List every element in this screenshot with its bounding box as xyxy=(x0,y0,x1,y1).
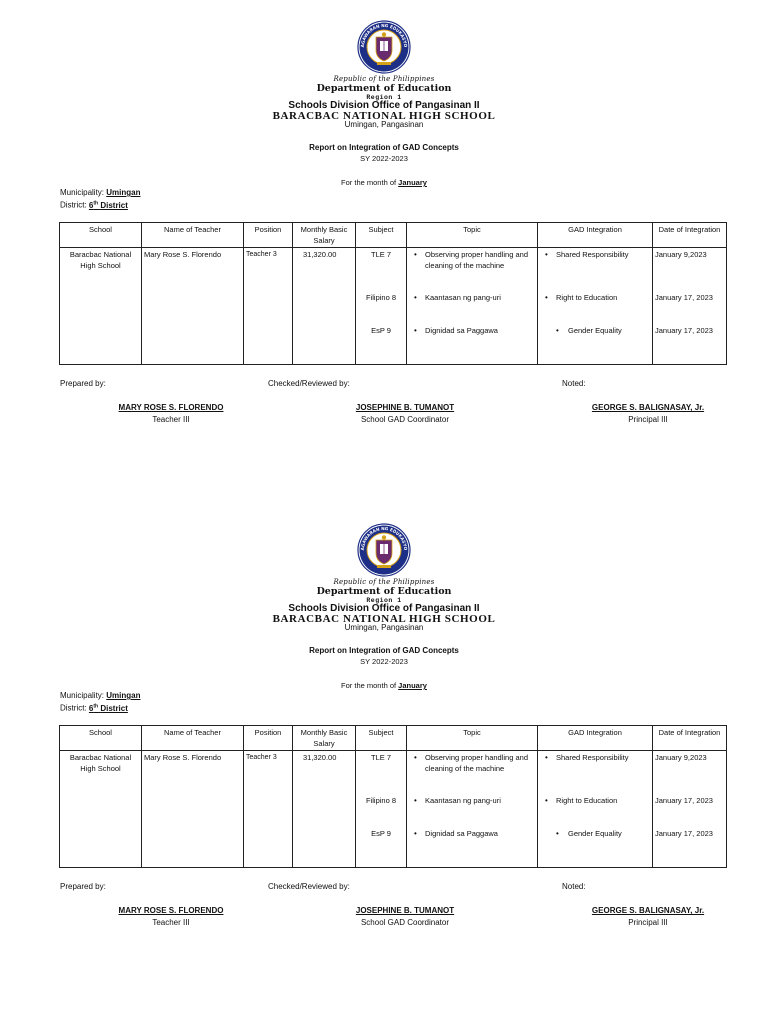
header-school: BARACBAC NATIONAL HIGH SCHOOL xyxy=(272,110,496,122)
report-school-year: SY 2022-2023 xyxy=(360,154,408,163)
cell-topics xyxy=(407,248,538,365)
checked-by-label: Checked/Reviewed by: xyxy=(268,379,350,388)
col-header-subject: Subject xyxy=(356,726,407,751)
header-region: Region 1 xyxy=(366,94,402,101)
municipality-label: Municipality: xyxy=(60,691,105,700)
noted-by-position: Principal III xyxy=(628,415,668,424)
subject-entry: Filipino 8 xyxy=(365,796,396,805)
district-suffix: th xyxy=(93,200,99,206)
topic-entry: • Observing proper handling and cleaning of the machine xyxy=(409,752,535,795)
header-department: Department of Education xyxy=(316,586,452,597)
report-copy-1 xyxy=(0,14,768,504)
cell-teacher: Mary Rose S. Florendo xyxy=(142,248,244,365)
report-month-line xyxy=(0,681,768,690)
municipality-line xyxy=(60,691,140,700)
cell-subjects xyxy=(356,248,407,365)
month-value: January xyxy=(398,178,427,187)
gad-entry: • Right to Education xyxy=(540,795,650,828)
report-title: Report on Integration of GAD Concepts xyxy=(309,143,459,152)
header-school: BARACBAC NATIONAL HIGH SCHOOL xyxy=(272,613,496,625)
cell-position: Teacher 3 xyxy=(244,751,293,868)
cell-gad xyxy=(538,248,653,365)
report-copy-2 xyxy=(0,517,768,1007)
col-header-subject: Subject xyxy=(356,223,407,248)
topic-entry: • Kaantasan ng pang-uri xyxy=(409,795,535,828)
checked-by-position: School GAD Coordinator xyxy=(360,415,450,424)
table-row xyxy=(60,248,727,365)
checked-by-name: JOSEPHINE B. TUMANOT xyxy=(355,403,455,412)
header-division: Schools Division Office of Pangasinan II xyxy=(288,100,480,111)
cell-school: Baracbac National High School xyxy=(60,248,142,365)
district-label: District: xyxy=(60,200,87,210)
district-word: District xyxy=(100,703,128,713)
header-department: Department of Education xyxy=(316,83,452,94)
col-header-position: Position xyxy=(244,223,293,248)
municipality-line xyxy=(60,188,140,197)
table-header-row xyxy=(60,223,727,248)
col-header-school: School xyxy=(60,223,142,248)
col-header-salary: Monthly Basic Salary xyxy=(293,223,356,248)
date-entry: January 17, 2023 xyxy=(655,293,713,302)
gad-entry: • Gender Equality xyxy=(540,325,650,336)
col-header-topic: Topic xyxy=(407,726,538,751)
district-value xyxy=(89,201,128,210)
col-header-school: School xyxy=(60,726,142,751)
district-suffix: th xyxy=(93,703,99,709)
district-line xyxy=(60,703,128,713)
subject-entry: TLE 7 xyxy=(370,753,391,762)
topic-entry: • Observing proper handling and cleaning of the machine xyxy=(409,249,535,292)
cell-topics xyxy=(407,751,538,868)
subject-entry: EsP 9 xyxy=(371,829,391,838)
district-word: District xyxy=(100,200,128,210)
district-label: District: xyxy=(60,703,87,713)
prepared-by-label: Prepared by: xyxy=(60,882,106,891)
cell-salary: 31,320.00 xyxy=(293,248,356,365)
subject-entry: EsP 9 xyxy=(371,326,391,335)
topic-entry: • Dignidad sa Paggawa xyxy=(409,828,535,839)
subject-entry: TLE 7 xyxy=(370,250,391,259)
cell-teacher: Mary Rose S. Florendo xyxy=(142,751,244,868)
deped-seal xyxy=(357,20,411,74)
district-value xyxy=(89,704,128,713)
report-school-year: SY 2022-2023 xyxy=(360,657,408,666)
gad-entry: • Shared Responsibility xyxy=(540,249,650,292)
col-header-salary: Monthly Basic Salary xyxy=(293,726,356,751)
header-republic: Republic of the Philippines xyxy=(333,75,435,83)
col-header-topic: Topic xyxy=(407,223,538,248)
seal-ring-text: AGAWARAN NG EDUKASYO xyxy=(359,22,409,48)
gad-report-table xyxy=(59,725,727,868)
municipality-value: Umingan xyxy=(106,188,141,197)
cell-dates xyxy=(653,751,727,868)
cell-gad xyxy=(538,751,653,868)
col-header-teacher: Name of Teacher xyxy=(142,223,244,248)
municipality-label: Municipality: xyxy=(60,188,105,197)
prepared-by-label: Prepared by: xyxy=(60,379,106,388)
subject-entry: Filipino 8 xyxy=(365,293,396,302)
date-entry: January 9,2023 xyxy=(655,753,707,762)
checked-by-label: Checked/Reviewed by: xyxy=(268,882,350,891)
prepared-by-name: MARY ROSE S. FLORENDO xyxy=(118,906,224,915)
checked-by-position: School GAD Coordinator xyxy=(360,918,450,927)
month-value: January xyxy=(398,681,427,690)
noted-by-position: Principal III xyxy=(628,918,668,927)
month-prefix: For the month of xyxy=(341,178,397,187)
month-prefix: For the month of xyxy=(341,681,397,690)
col-header-date: Date of Integration xyxy=(653,726,727,751)
report-month-line xyxy=(0,178,768,187)
gad-report-table xyxy=(59,222,727,365)
col-header-teacher: Name of Teacher xyxy=(142,726,244,751)
header-division: Schools Division Office of Pangasinan II xyxy=(288,603,480,614)
noted-label: Noted: xyxy=(562,882,586,891)
report-title: Report on Integration of GAD Concepts xyxy=(309,646,459,655)
date-entry: January 17, 2023 xyxy=(655,829,713,838)
header-republic: Republic of the Philippines xyxy=(333,578,435,586)
col-header-gad: GAD Integration xyxy=(538,726,653,751)
noted-label: Noted: xyxy=(562,379,586,388)
cell-school: Baracbac National High School xyxy=(60,751,142,868)
prepared-by-position: Teacher III xyxy=(152,918,190,927)
district-number: 6 xyxy=(88,703,94,713)
table-row xyxy=(60,751,727,868)
col-header-position: Position xyxy=(244,726,293,751)
topic-entry: • Dignidad sa Paggawa xyxy=(409,325,535,336)
seal-ring-text: AGAWARAN NG EDUKASYO xyxy=(359,525,409,551)
cell-subjects xyxy=(356,751,407,868)
date-entry: January 9,2023 xyxy=(655,250,707,259)
col-header-gad: GAD Integration xyxy=(538,223,653,248)
district-number: 6 xyxy=(88,200,94,210)
gad-entry: • Right to Education xyxy=(540,292,650,325)
header-location: Umingan, Pangasinan xyxy=(344,120,424,129)
date-entry: January 17, 2023 xyxy=(655,796,713,805)
gad-entry: • Shared Responsibility xyxy=(540,752,650,795)
gad-entry: • Gender Equality xyxy=(540,828,650,839)
cell-position: Teacher 3 xyxy=(244,248,293,365)
deped-seal xyxy=(357,523,411,577)
table-header-row xyxy=(60,726,727,751)
noted-by-name: GEORGE S. BALIGNASAY, Jr. xyxy=(591,403,705,412)
topic-entry: • Kaantasan ng pang-uri xyxy=(409,292,535,325)
cell-salary: 31,320.00 xyxy=(293,751,356,868)
cell-dates xyxy=(653,248,727,365)
header-location: Umingan, Pangasinan xyxy=(344,623,424,632)
district-line xyxy=(60,200,128,210)
noted-by-name: GEORGE S. BALIGNASAY, Jr. xyxy=(591,906,705,915)
municipality-value: Umingan xyxy=(106,691,141,700)
col-header-date: Date of Integration xyxy=(653,223,727,248)
prepared-by-position: Teacher III xyxy=(152,415,190,424)
prepared-by-name: MARY ROSE S. FLORENDO xyxy=(118,403,224,412)
date-entry: January 17, 2023 xyxy=(655,326,713,335)
checked-by-name: JOSEPHINE B. TUMANOT xyxy=(355,906,455,915)
header-region: Region 1 xyxy=(366,597,402,604)
